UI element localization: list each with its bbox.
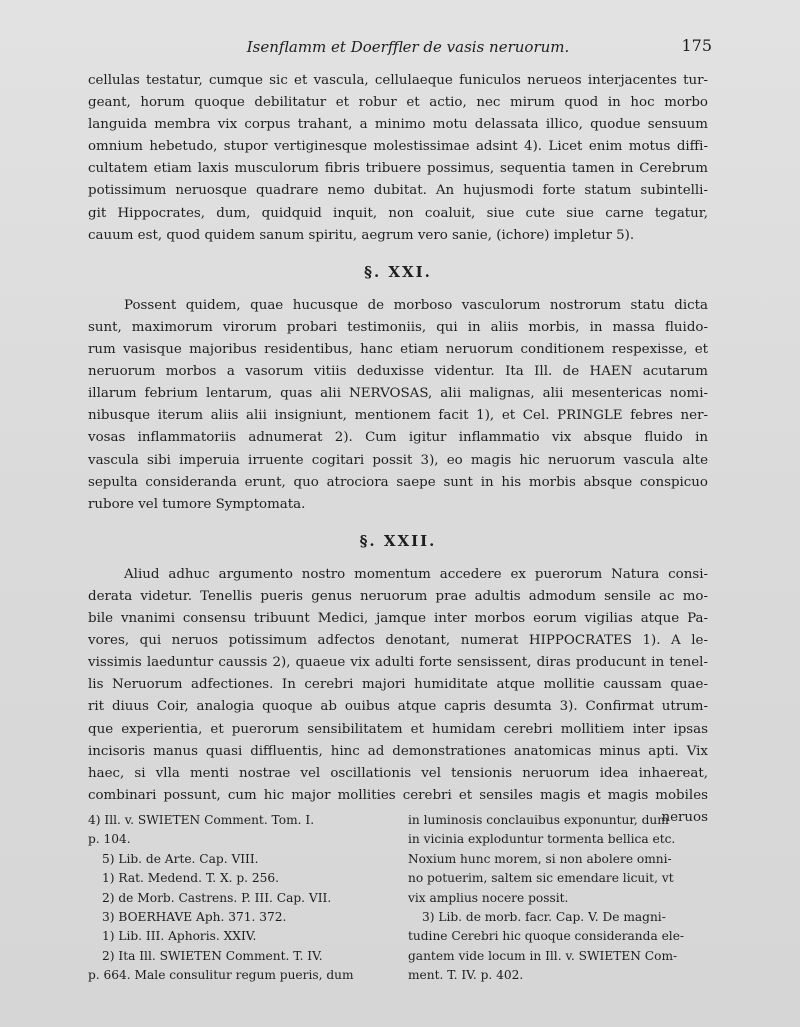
footnote-line: in vicinia exploduntur tormenta bellica etc.	[408, 832, 676, 847]
text-line: neruorum morbos a vasorum vitiis deduxisse videntur. Ita Ill. de HAEN acutarum	[88, 364, 708, 380]
section-heading-xxi: §. XXI.	[364, 262, 432, 281]
text-line: rubore vel tumore Symptomata.	[88, 496, 306, 512]
footnote-line: no potuerim, saltem sic emendare licuit, vt	[408, 871, 674, 886]
footnote-line: 1) Lib. III. Aphoris. XXIV.	[102, 929, 257, 944]
footnote-line: in luminosis conclauibus exponuntur, dum	[408, 813, 669, 827]
section-heading-xxii: §. XXII.	[359, 531, 437, 550]
page-number: 175	[681, 36, 712, 55]
text-line: bile vnanimi consensu tribuunt Medici, jamque inter morbos eorum vigilias atque Pa-	[88, 611, 708, 627]
footnotes	[88, 811, 708, 986]
text-line: lis Neruorum adfectiones. In cerebri majori humiditate atque mollitie caussam quae-	[88, 677, 708, 693]
footnotes-left-column	[88, 811, 388, 986]
paragraph-2	[88, 295, 708, 516]
text-line: nibusque iterum aliis alii insigniunt, mentionem facit 1), et Cel. PRINGLE febres ner-	[88, 408, 708, 424]
running-head: Isenflamm et Doerffler de vasis neruorum.	[246, 38, 570, 56]
text-line: vascula sibi imperuia irruente cogitari possit 3), eo magis hic neruorum vascula alte	[88, 452, 708, 468]
footnote-line: tudine Cerebri hic quoque consideranda ele-	[408, 929, 685, 944]
text-line: potissimum neruosque quadrare nemo dubitat. An hujusmodi forte statum subintelli-	[88, 183, 708, 199]
footnote-line: 2) Ita Ill. SWIETEN Comment. T. IV.	[102, 948, 323, 963]
footnote-line: Noxium hunc morem, si non abolere omni-	[408, 851, 672, 866]
text-line: vissimis laeduntur caussis 2), quaeue vix adulti forte sensissent, diras producunt in tenel-	[88, 655, 708, 671]
text-line: rit diuus Coir, analogia quoque ab ouibus atque capris desumta 3). Confirmat utrum-	[88, 699, 708, 715]
footnote-line: 5) Lib. de Arte. Cap. VIII.	[102, 851, 259, 866]
footnote-line: 4) Ill. v. SWIETEN Comment. Tom. I.	[88, 813, 315, 827]
text-line: cauum est, quod quidem sanum spiritu, aegrum vero sanie, (ichore) impletur 5).	[88, 227, 635, 243]
text-line: cellulas testatur, cumque sic et vascula, cellulaeque funiculos nerueos interjacentes tur-	[88, 73, 708, 88]
text-line: languida membra vix corpus trahant, a minimo motu delassata illico, quodue sensuum	[88, 117, 708, 133]
text-line: Aliud adhuc argumento nostro momentum accedere ex puerorum Natura consi-	[124, 566, 708, 582]
text-line: rum vasisque majoribus residentibus, hanc etiam neruorum conditionem respexisse, et	[88, 342, 708, 358]
footnote-line: 3) BOERHAVE Aph. 371. 372.	[102, 910, 287, 925]
footnote-line: p. 104.	[88, 832, 131, 847]
text-line: sepulta consideranda erunt, quo atrociora saepe sunt in his morbis absque conspicuo	[88, 474, 708, 490]
footnote-line: gantem vide locum in Ill. v. SWIETEN Com-	[408, 948, 678, 963]
text-line: haec, si vlla menti nostrae vel oscillationis vel tensionis neruorum idea inhaereat,	[88, 765, 708, 781]
text-line: derata videtur. Tenellis pueris genus neruorum prae adultis admodum sensile ac mo-	[88, 588, 708, 604]
footnotes-right-column	[408, 811, 708, 986]
text-line: geant, horum quoque debilitatur et robur et actio, nec mirum quod in hoc morbo	[88, 95, 708, 111]
footnote-line: vix amplius nocere possit.	[408, 890, 569, 905]
text-line: Possent quidem, quae hucusque de morboso vasculorum nostrorum statu dicta	[124, 297, 708, 313]
footnote-line: 1) Rat. Medend. T. X. p. 256.	[102, 871, 280, 886]
text-line: cultatem etiam laxis musculorum fibris tribuere possimus, sequentia tamen in Cerebrum	[88, 161, 708, 177]
paragraph-3	[88, 564, 708, 829]
text-line: omnium hebetudo, stupor vertiginesque molestissimae adsint 4). Licet enim motus diffi-	[88, 139, 708, 155]
text-line: combinari possunt, cum hic major mollities cerebri et sensiles magis et magis mobiles	[88, 787, 708, 803]
text-line: illarum febrium lentarum, quas alii NERVOSAS, alii malignas, alii mesentericas nomi-	[88, 386, 708, 402]
footnote-line: p. 664. Male consulitur regum pueris, dum	[88, 968, 354, 983]
text-line: vores, qui neruos potissimum adfectos denotant, numerat HIPPOCRATES 1). A le-	[88, 633, 708, 649]
text-line: vosas inflammatoriis adnumerat 2). Cum igitur inflammatio vix absque fluido in	[88, 430, 708, 446]
text-line: incisoris manus quasi diffluentis, hinc ad demonstrationes anatomicas minus apti. Vix	[88, 743, 708, 759]
text-line: git Hippocrates, dum, quidquid inquit, non coaluit, siue cute siue carne tegatur,	[88, 205, 708, 221]
footnote-line: 3) Lib. de morb. facr. Cap. V. De magni-	[422, 910, 666, 925]
body-text	[88, 70, 708, 829]
footnote-line: 2) de Morb. Castrens. P. III. Cap. VII.	[102, 890, 332, 905]
paragraph-1	[88, 70, 708, 247]
catchword: neruos	[661, 809, 708, 825]
footnote-line: ment. T. IV. p. 402.	[408, 968, 524, 983]
text-line: que experientia, et puerorum sensibilitatem et humidam cerebri mollitiem inter ipsas	[88, 721, 708, 737]
text-line: sunt, maximorum virorum probari testimoniis, qui in aliis morbis, in massa fluido-	[88, 319, 708, 335]
